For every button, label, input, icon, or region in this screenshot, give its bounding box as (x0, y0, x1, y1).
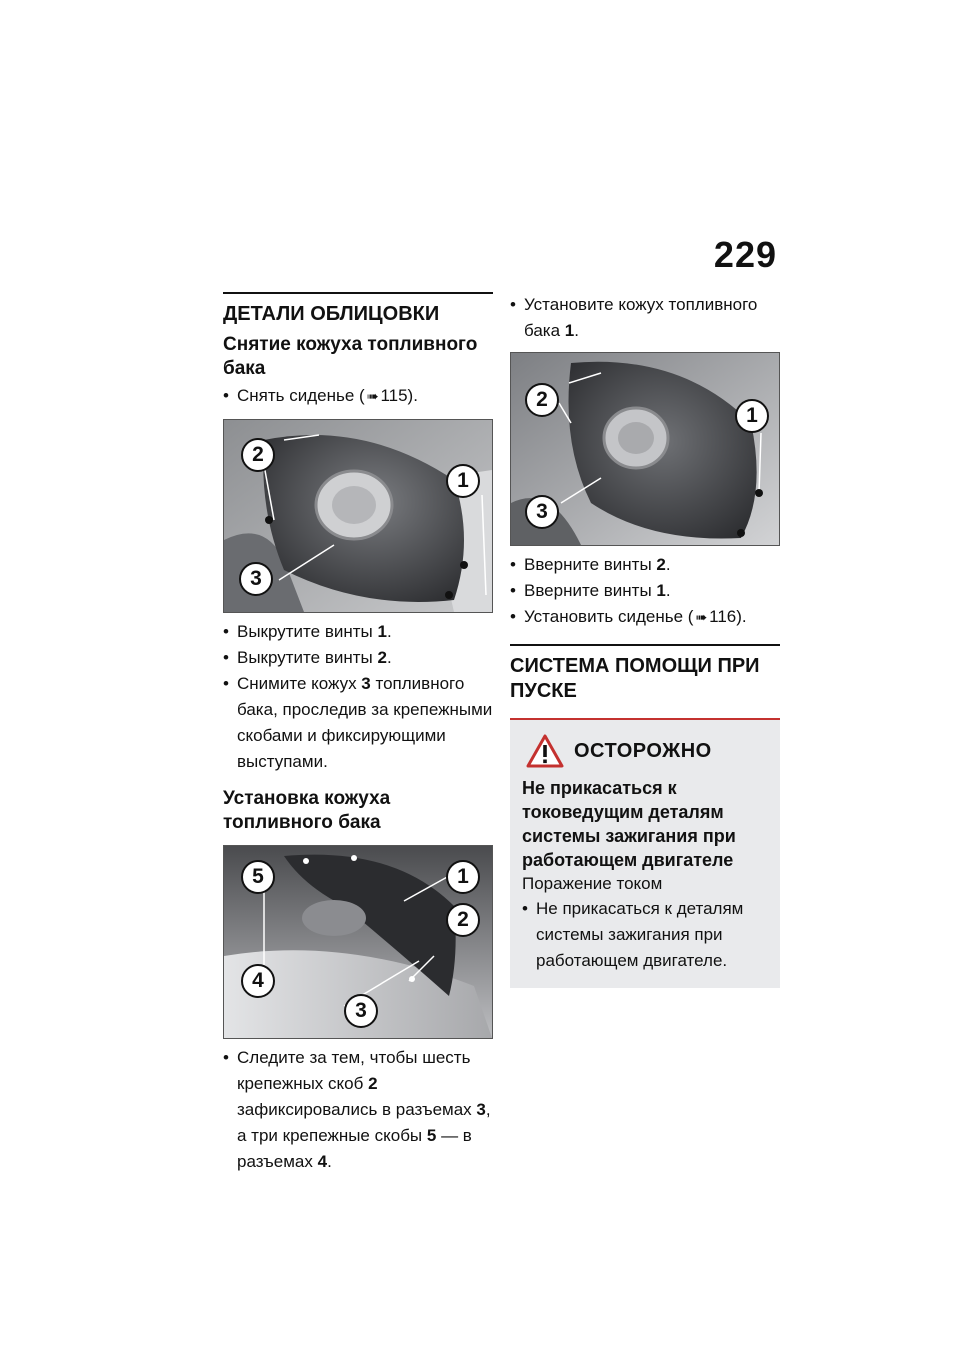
removal-steps-before (223, 383, 493, 409)
step-install-seat: • Установить сиденье ( ➠ 116). (510, 604, 780, 630)
warning-action: • Не прикасаться к деталям системы зажигания при работающем двигателе. (522, 896, 772, 974)
warning-hazard: Поражение током (522, 874, 663, 893)
page-reference-arrow-icon: ➠ (695, 609, 708, 625)
step-install-cover: • Установите кожух топливного бака 1. (510, 292, 780, 344)
photo-tank-cover-fit (510, 352, 780, 546)
callout-2: 2 (241, 438, 275, 472)
callout-1: 1 (446, 860, 480, 894)
step-unscrew-1: • Выкрутите винты 1. (223, 619, 493, 645)
callout-2: 2 (446, 903, 480, 937)
warning-title: Не прикасаться к токоведущим деталям системы зажигания при работающем двигателе (522, 778, 736, 870)
callout-2: 2 (525, 383, 559, 417)
step-unscrew-2: • Выкрутите винты 2. (223, 645, 493, 671)
step-remove-seat: • Снять сиденье ( ➠ 115). (223, 383, 493, 409)
install-steps (223, 1045, 493, 1175)
warning-header (526, 734, 772, 768)
callout-5: 5 (241, 860, 275, 894)
left-column (223, 292, 493, 1175)
removal-steps-after (223, 619, 493, 775)
step-screw-1: • Вверните винты 1. (510, 578, 780, 604)
page-reference[interactable]: 115 (380, 386, 408, 405)
step-screw-2: • Вверните винты 2. (510, 552, 780, 578)
callout-3: 3 (239, 562, 273, 596)
subsection-title-removal: Снятие кожуха топливного бака (223, 334, 478, 379)
section-title-trim-parts: ДЕТАЛИ ОБЛИЦОВКИ (223, 292, 493, 327)
callout-3: 3 (344, 994, 378, 1028)
callout-3: 3 (525, 495, 559, 529)
subsection-title-install: Установка кожуха топливного бака (223, 788, 391, 833)
step-check-clips: • Следите за тем, чтобы шесть крепежных скоб 2 зафиксировались в разъемах 3, а три крепежные скобы 5 — в разъемах 4. (223, 1045, 493, 1175)
warning-level: ОСТОРОЖНО (574, 739, 712, 762)
photo-tank-cover-install (223, 845, 493, 1039)
warning-box (510, 718, 780, 988)
install-steps-bottom (510, 552, 780, 630)
page-reference[interactable]: 116 (709, 607, 737, 626)
right-column (510, 292, 780, 988)
section-title-start-assist: СИСТЕМА ПОМОЩИ ПРИ ПУСКЕ (510, 644, 780, 704)
warning-actions (522, 896, 772, 974)
page-number: 229 (713, 234, 777, 275)
warning-triangle-icon (526, 734, 564, 768)
callout-1: 1 (446, 464, 480, 498)
install-steps-top (510, 292, 780, 344)
callout-4: 4 (241, 964, 275, 998)
page-reference-arrow-icon: ➠ (366, 388, 379, 404)
step-remove-cover: • Снимите кожух 3 топливного бака, проследив за крепежными скобами и фиксирующими выступами. (223, 671, 493, 775)
callout-1: 1 (735, 399, 769, 433)
photo-tank-cover-removal (223, 419, 493, 613)
